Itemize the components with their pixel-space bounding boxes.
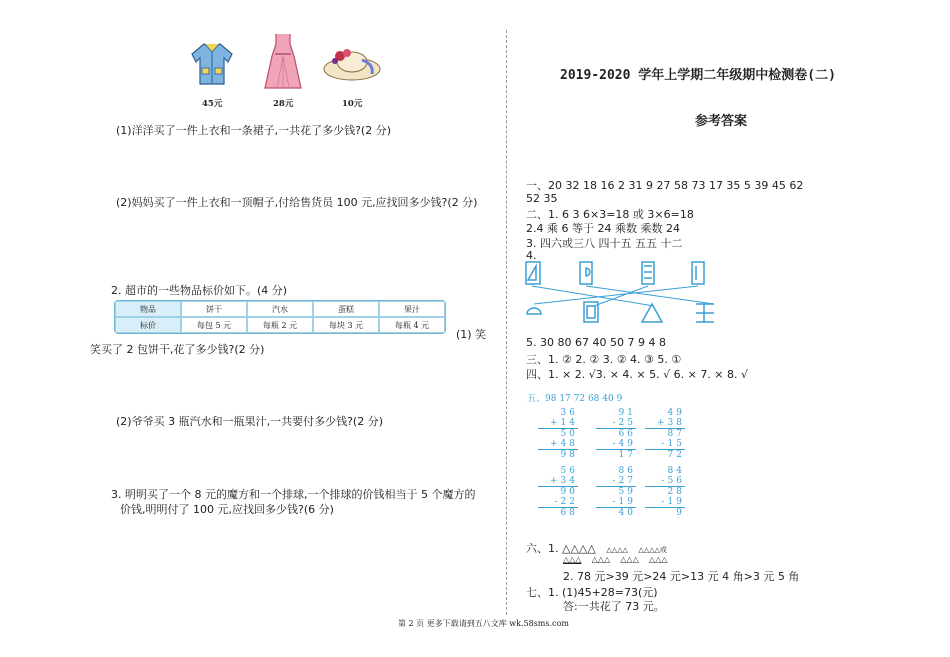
answer-1-line1: 一、20 32 18 16 2 31 9 27 58 73 17 35 5 39 45 62 bbox=[526, 179, 804, 192]
answer-2-1: 二、1. 6 3 6×3=18 或 3×6=18 bbox=[526, 208, 694, 221]
answer-3: 三、1. ② 2. ② 3. ② 4. ③ 5. ① bbox=[526, 353, 682, 366]
top-shape-4 bbox=[692, 262, 704, 284]
matching-lines bbox=[532, 286, 714, 306]
page-divider bbox=[506, 30, 507, 615]
vertical-calc: 86 -27 59 -19 40 bbox=[596, 466, 636, 518]
table-row bbox=[115, 301, 445, 317]
table-cell: 标价 bbox=[115, 317, 181, 333]
coat-icon bbox=[188, 40, 236, 86]
bottom-shape-4 bbox=[696, 304, 714, 322]
answer-7: 七、1. (1)45+28=73(元) bbox=[526, 586, 658, 599]
vertical-calc: 91 -25 66 -49 17 bbox=[596, 408, 636, 460]
question-2: 2. 超市的一些物品标价如下。(4 分) bbox=[111, 284, 288, 297]
question-3-line2: 价钱,明明付了 100 元,应找回多少钱?(6 分) bbox=[120, 503, 334, 516]
top-shape-3-inner bbox=[644, 266, 652, 278]
answer-2-5: 5. 30 80 67 40 50 7 9 4 8 bbox=[526, 336, 666, 349]
question-3-line1: 3. 明明买了一个 8 元的魔方和一个排球,一个排球的价钱相当于 5 个魔方的 bbox=[111, 488, 476, 501]
answer-2-3: 3. 四六或三八 四十五 五五 十二 bbox=[526, 237, 683, 250]
question-1-2: (2)妈妈买了一件上衣和一顶帽子,付给售货员 100 元,应找回多少钱?(2 分) bbox=[116, 196, 478, 209]
vertical-calc: 36 +14 50 +48 98 bbox=[538, 408, 578, 460]
question-1-1: (1)洋洋买了一件上衣和一条裙子,一共花了多少钱?(2 分) bbox=[116, 124, 391, 137]
dress-price: 28元 bbox=[273, 99, 294, 109]
table-row bbox=[115, 317, 445, 333]
coat-price: 45元 bbox=[202, 99, 223, 109]
answer-7-reply: 答:一共花了 73 元。 bbox=[563, 600, 665, 613]
table-cell: 每块 3 元 bbox=[313, 317, 379, 333]
question-2-2: (2)爷爷买 3 瓶汽水和一瓶果汁,一共要付多少钱?(2 分) bbox=[116, 415, 383, 428]
hat-icon bbox=[322, 44, 382, 84]
answer-5-head: 五、98 17 72 68 40 9 bbox=[527, 394, 623, 404]
table-cell: 汽水 bbox=[247, 301, 313, 317]
table-cell: 物品 bbox=[115, 301, 181, 317]
bottom-shape-3 bbox=[642, 304, 662, 322]
hat-price: 10元 bbox=[342, 99, 363, 109]
table-cell: 每瓶 4 元 bbox=[379, 317, 445, 333]
answer-2-2: 2.4 乘 6 等于 24 乘数 乘数 24 bbox=[526, 222, 680, 235]
answer-6-2: 2. 78 元>39 元>24 元>13 元 4 角>3 元 5 角 bbox=[563, 570, 800, 583]
question-2-1-tail: (1) 笑 bbox=[456, 328, 487, 341]
table-cell: 果汁 bbox=[379, 301, 445, 317]
vertical-calc: 49 +38 87 -15 72 bbox=[645, 408, 685, 460]
answer-6-line2: △△△ △△△ △△△ △△△ bbox=[563, 555, 668, 564]
answer-2-4: 4. bbox=[526, 249, 537, 262]
page-title: 2019-2020 学年上学期二年级期中检测卷(二) bbox=[560, 68, 836, 83]
dress-icon bbox=[263, 32, 303, 90]
coat-image bbox=[188, 40, 236, 86]
vertical-calc: 84 -56 28 -19 9 bbox=[645, 466, 685, 518]
matching-diagram bbox=[524, 260, 724, 328]
table-cell: 蛋糕 bbox=[313, 301, 379, 317]
answer-title: 参考答案 bbox=[695, 114, 748, 129]
answer-6-line1: 六、1. △△△△ △△△△ △△△△或 bbox=[526, 542, 667, 555]
footer: 第 2 页 更多下载请到五八文库 wk.58sms.com bbox=[398, 619, 569, 628]
hat-image bbox=[322, 44, 382, 84]
dress-image bbox=[263, 32, 303, 90]
bottom-shape-1 bbox=[527, 308, 541, 314]
table-cell: 每瓶 2 元 bbox=[247, 317, 313, 333]
vertical-calc: 56 +34 90 -22 68 bbox=[538, 466, 578, 518]
question-2-1: 笑买了 2 包饼干,花了多少钱?(2 分) bbox=[90, 343, 265, 356]
answer-1-line2: 52 35 bbox=[526, 192, 558, 205]
top-shape-1-inner bbox=[528, 266, 536, 280]
answer-4: 四、1. × 2. √3. × 4. × 5. √ 6. × 7. × 8. √ bbox=[526, 368, 749, 381]
table-cell: 饼干 bbox=[181, 301, 247, 317]
bottom-shape-2-inner bbox=[587, 306, 595, 318]
table-cell: 每包 5 元 bbox=[181, 317, 247, 333]
price-table bbox=[114, 300, 446, 334]
top-shape-2-inner bbox=[586, 268, 590, 276]
